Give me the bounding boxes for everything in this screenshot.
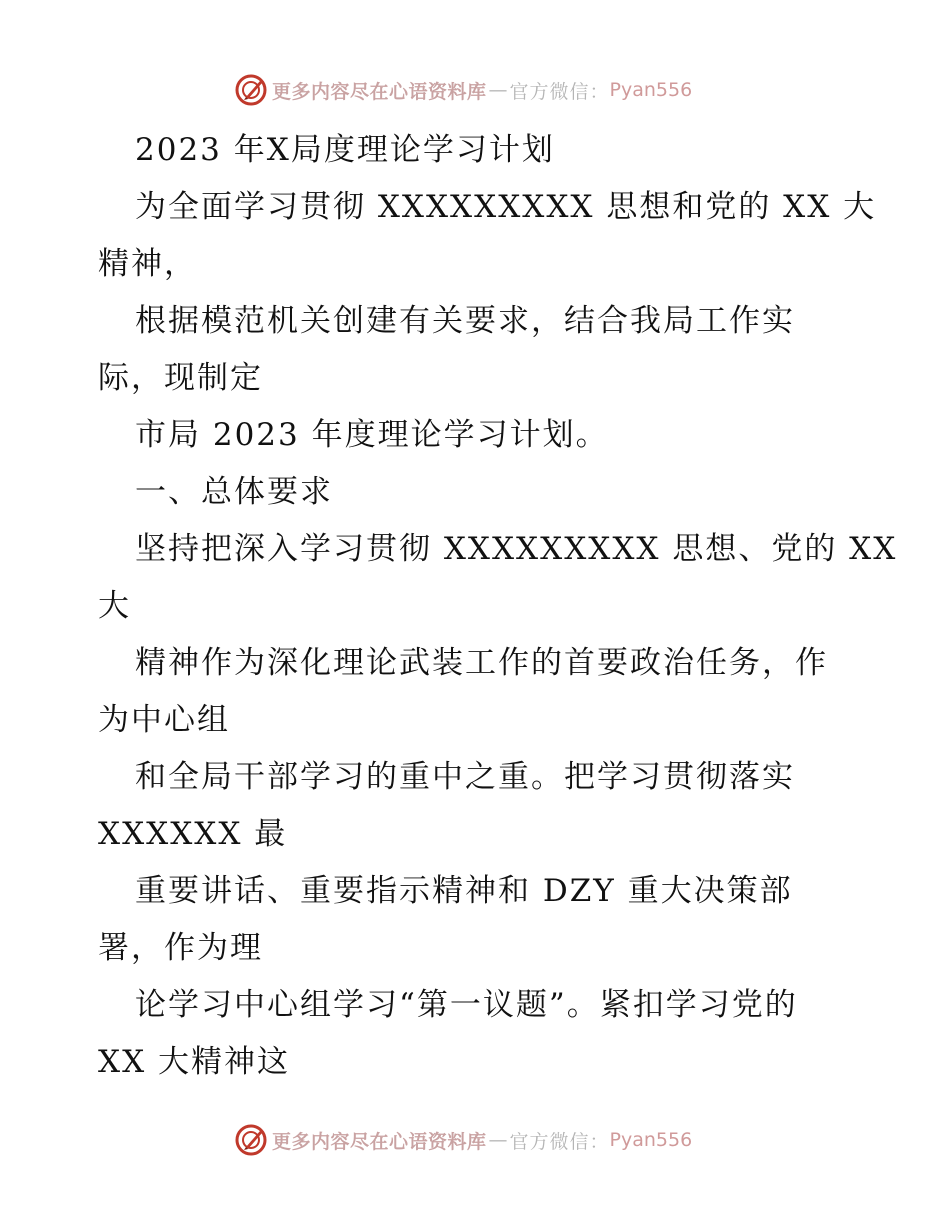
watermark-text: 更多内容尽在心语资料库 xyxy=(272,80,487,103)
document-title: 2023 年X局度理论学习计划 xyxy=(135,132,555,168)
pen-logo-icon xyxy=(234,1123,268,1157)
watermark-footer xyxy=(234,1120,692,1160)
watermark-wechat-id: Pyan556 xyxy=(609,79,693,101)
paragraph-line: 大 xyxy=(98,588,131,624)
paragraph-line: XX 大精神这 xyxy=(98,1044,290,1080)
watermark-text: 更多内容尽在心语资料库 xyxy=(272,1130,487,1153)
paragraph-line: 和全局干部学习的重中之重。把学习贯彻落实 xyxy=(135,759,795,795)
watermark-wechat-label: 官方微信： xyxy=(509,80,610,103)
paragraph-line: 重要讲话、重要指示精神和 DZY 重大决策部 xyxy=(135,873,793,909)
pen-logo-icon xyxy=(234,73,268,107)
paragraph-line: 市局 2023 年度理论学习计划。 xyxy=(135,417,609,453)
document-body xyxy=(98,122,898,1091)
watermark-wechat-id: Pyan556 xyxy=(609,1129,693,1151)
watermark-separator: — xyxy=(488,79,508,101)
paragraph-line: 论学习中心组学习“第一议题”。紧扣学习党的 xyxy=(135,987,798,1023)
paragraph-line: 根据模范机关创建有关要求，结合我局工作实 xyxy=(135,303,795,339)
paragraph-line: 为全面学习贯彻 XXXXXXXXX 思想和党的 XX 大 xyxy=(135,189,877,225)
paragraph-line: 精神， xyxy=(98,246,197,282)
watermark-header xyxy=(234,70,692,110)
paragraph-line: 署，作为理 xyxy=(98,930,263,966)
paragraph-line: 为中心组 xyxy=(98,702,230,738)
watermark-separator: — xyxy=(488,1129,508,1151)
section-heading: 一、总体要求 xyxy=(135,474,333,510)
paragraph-line: 精神作为深化理论武装工作的首要政治任务，作 xyxy=(135,645,828,681)
watermark-wechat-label: 官方微信： xyxy=(509,1130,610,1153)
paragraph-line: XXXXXX 最 xyxy=(98,816,288,852)
paragraph-line: 坚持把深入学习贯彻 XXXXXXXXX 思想、党的 XX xyxy=(135,531,898,567)
paragraph-line: 际，现制定 xyxy=(98,360,263,396)
